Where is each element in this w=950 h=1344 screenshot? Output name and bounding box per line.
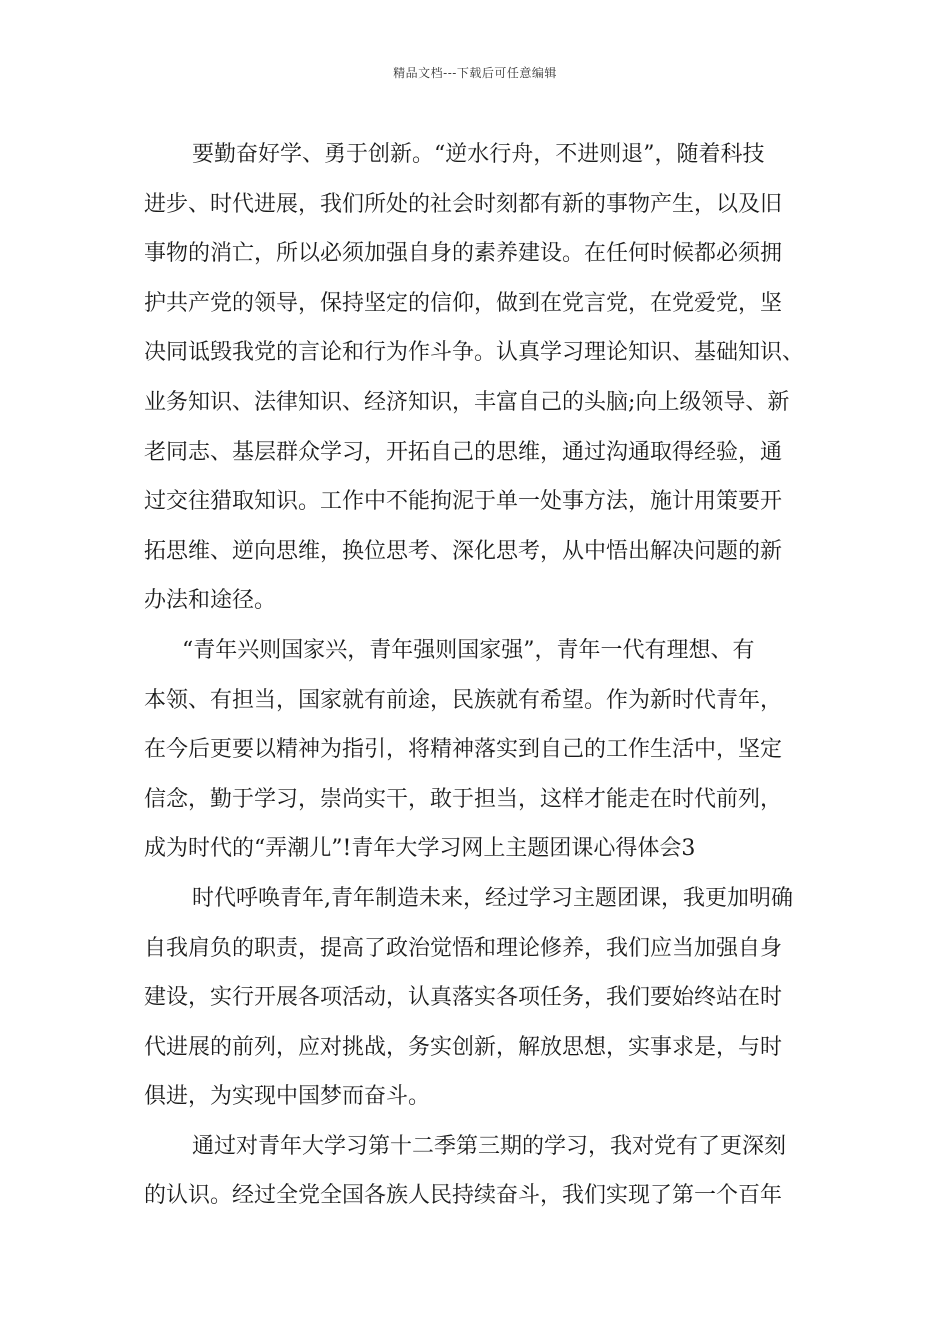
text-line: 过交往猎取知识。工作中不能拘泥于单一处事方法，施计用策要开 bbox=[144, 489, 783, 515]
page-header: 精品文档---下载后可任意编辑 bbox=[393, 66, 557, 80]
text-line: 事物的消亡，所以必须加强自身的素养建设。在任何时候都必须拥 bbox=[144, 241, 783, 267]
text-line: 老同志、基层群众学习，开拓自己的思维，通过沟通取得经验，通 bbox=[144, 439, 783, 465]
text-line: 建设，实行开展各项活动，认真落实各项任务，我们要始终站在时 bbox=[144, 985, 783, 1011]
text-line: 代进展的前列，应对挑战，务实创新，解放思想，实事求是，与时 bbox=[144, 1034, 783, 1060]
text-line: 成为时代的“弄潮儿”!青年大学习网上主题团课心得体会3 bbox=[144, 836, 696, 862]
text-line: 自我肩负的职责，提高了政治觉悟和理论修养，我们应当加强自身 bbox=[144, 935, 783, 961]
text-line: 拓思维、逆向思维，换位思考、深化思考，从中悟出解决问题的新 bbox=[144, 538, 783, 564]
text-line: 业务知识、法律知识、经济知识，丰富自己的头脑;向上级领导、新 bbox=[144, 389, 790, 415]
text-line: 决同诋毁我党的言论和行为作斗争。认真学习理论知识、基础知识、 bbox=[144, 340, 805, 366]
text-line: 进步、时代进展，我们所处的社会时刻都有新的事物产生，以及旧 bbox=[144, 191, 783, 217]
text-line: 信念，勤于学习，崇尚实干，敢于担当，这样才能走在时代前列， bbox=[144, 786, 783, 812]
text-line: 要勤奋好学、勇于创新。“逆水行舟，不进则退”，随着科技 bbox=[192, 142, 765, 167]
text-line: 时代呼唤青年,青年制造未来，经过学习主题团课，我更加明确 bbox=[192, 885, 793, 911]
text-line: 在今后更要以精神为指引，将精神落实到自己的工作生活中，坚定 bbox=[144, 737, 783, 763]
text-line: 通过对青年大学习第十二季第三期的学习，我对党有了更深刻 bbox=[192, 1133, 787, 1159]
text-line: “青年兴则国家兴，青年强则国家强”，青年一代有理想、有 bbox=[182, 637, 755, 663]
text-line: 的认识。经过全党全国各族人民持续奋斗，我们实现了第一个百年 bbox=[144, 1183, 783, 1209]
text-line: 护共产党的领导，保持坚定的信仰，做到在党言党，在党爱党，坚 bbox=[144, 290, 783, 316]
body-text bbox=[144, 130, 816, 1221]
text-line: 俱进，为实现中国梦而奋斗。 bbox=[144, 1084, 431, 1110]
text-line: 办法和途径。 bbox=[144, 588, 277, 614]
text-line: 本领、有担当，国家就有前途，民族就有希望。作为新时代青年， bbox=[144, 687, 783, 713]
